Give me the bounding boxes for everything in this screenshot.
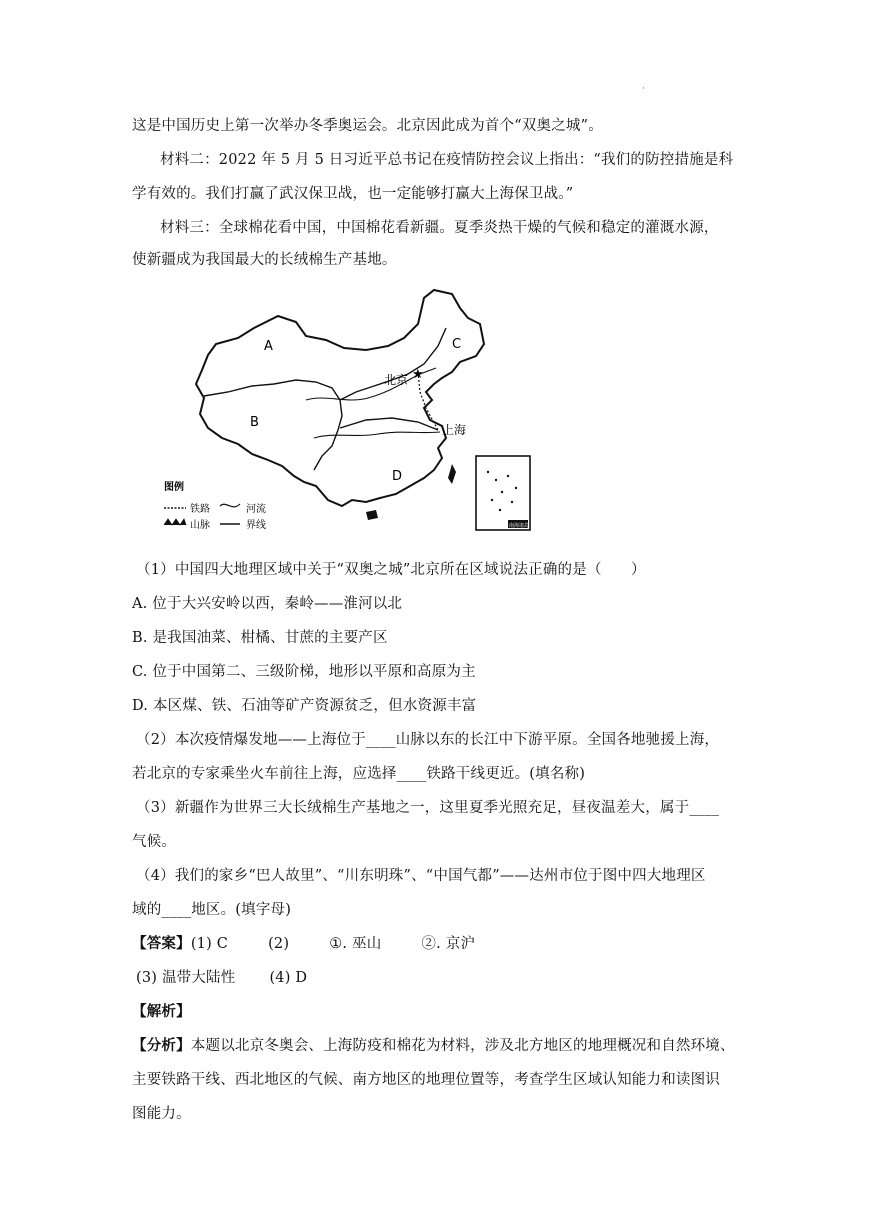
material-two-line: 学有效的。我们打赢了武汉保卫战，也一定能够打赢大上海保卫战。” bbox=[132, 186, 574, 202]
legend-mountain: 山脉 bbox=[190, 520, 210, 531]
legend-river: 河流 bbox=[246, 504, 266, 515]
legend-river-icon bbox=[220, 504, 240, 507]
answer-line-2 bbox=[136, 966, 307, 987]
material-three-line: 使新疆成为我国最大的长绒棉生产基地。 bbox=[132, 252, 397, 268]
question-2: （2）本次疫情爆发地——上海位于____山脉以东的长江中下游平原。全国各地驰援上海， bbox=[136, 732, 720, 748]
option-a: A. 位于大兴安岭以西，秦岭——淮河以北 bbox=[132, 596, 403, 612]
analysis-label: 【解析】 bbox=[132, 1003, 191, 1020]
option-b: B. 是我国油菜、柑橘、甘蔗的主要产区 bbox=[132, 630, 388, 646]
answer-4: (4) D bbox=[269, 970, 308, 986]
answer-1: (1) C bbox=[190, 936, 229, 952]
question-4-cont: 域的____地区。(填字母) bbox=[132, 902, 292, 918]
answer-2: (2) bbox=[268, 936, 290, 952]
shanghai-label: 上海 bbox=[442, 423, 467, 437]
legend-title: 图例 bbox=[164, 482, 184, 493]
answer-3: (3) 温带大陆性 bbox=[136, 970, 236, 986]
china-regions-map bbox=[156, 288, 551, 534]
region-label-d: D bbox=[392, 469, 403, 484]
option-d: D. 本区煤、铁、石油等矿产资源贫乏，但水资源丰富 bbox=[132, 698, 477, 714]
analysis-line: 主要铁路干线、西北地区的气候、南方地区的地理位置等，考查学生区域认知能力和读图识 bbox=[132, 1072, 720, 1088]
question-3-cont: 气候。 bbox=[132, 834, 177, 850]
page-dot: · bbox=[642, 84, 645, 94]
answer-2-2: ②. 京沪 bbox=[421, 936, 476, 952]
legend-mountain-icon bbox=[164, 519, 186, 525]
fenxi-label: 【分析】 bbox=[132, 1037, 191, 1054]
analysis-line: 图能力。 bbox=[132, 1106, 191, 1122]
inset-caption: 南海诸岛 bbox=[509, 523, 530, 529]
answer-line bbox=[132, 932, 475, 953]
analysis-line bbox=[132, 1034, 735, 1055]
answer-2-1: ①. 巫山 bbox=[329, 936, 382, 952]
region-label-a: A bbox=[264, 339, 273, 354]
region-label-c: C bbox=[452, 337, 462, 352]
answer-label: 【答案】 bbox=[132, 935, 191, 952]
text-line: 这是中国历史上第一次举办冬季奥运会。北京因此成为首个“双奥之城”。 bbox=[132, 118, 603, 134]
beijing-label: 北京 bbox=[384, 373, 409, 387]
beijing-star-icon: ★ bbox=[412, 367, 424, 382]
material-three-line: 材料三：全球棉花看中国，中国棉花看新疆。夏季炎热干燥的气候和稳定的灌溉水源， bbox=[160, 220, 719, 236]
region-label-b: B bbox=[250, 415, 259, 430]
question-2-cont: 若北京的专家乘坐火车前往上海，应选择____铁路干线更近。(填名称) bbox=[132, 766, 586, 782]
legend-rail: 铁路 bbox=[190, 504, 210, 515]
fenxi-text: 本题以北京冬奥会、上海防疫和棉花为材料，涉及北方地区的地理概况和自然环境、 bbox=[190, 1038, 735, 1054]
legend-border: 界线 bbox=[246, 520, 266, 531]
question-1: （1）中国四大地理区域中关于“双奥之城”北京所在区域说法正确的是（ ） bbox=[136, 562, 646, 578]
question-4: （4）我们的家乡“巴人故里”、“川东明珠”、“中国气都”——达州市位于图中四大地理区 bbox=[136, 868, 706, 884]
material-two-line: 材料二：2022 年 5 月 5 日习近平总书记在疫情防控会议上指出：“我们的防控措施是科 bbox=[160, 152, 734, 168]
option-c: C. 位于中国第二、三级阶梯，地形以平原和高原为主 bbox=[132, 664, 476, 680]
question-3: （3）新疆作为世界三大长绒棉生产基地之一，这里夏季光照充足，昼夜温差大，属于____ bbox=[136, 800, 720, 816]
